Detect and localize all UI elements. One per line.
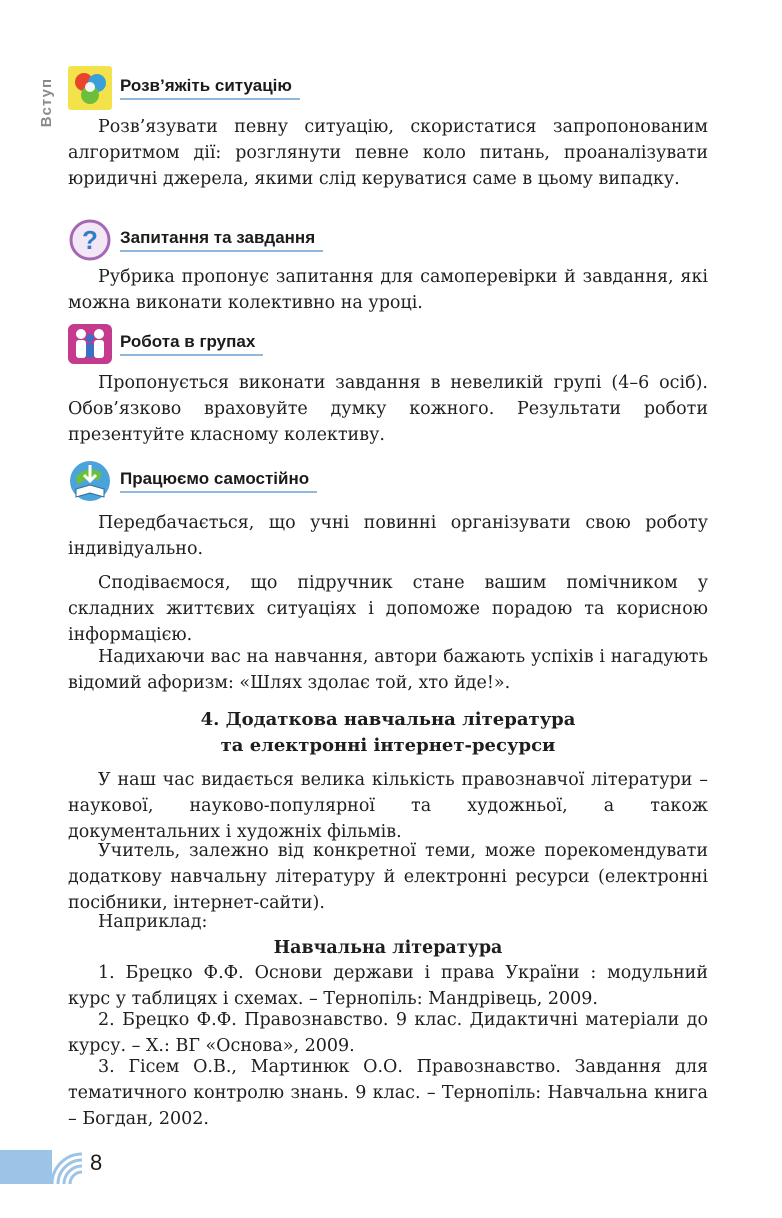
rubric-groups-text: Пропонується виконати завдання в невеликій групі (4–6 осіб). Обов’язково враховуйте думку кожного. Результати роботи презентуйте класному колективу. [68, 373, 708, 445]
people-group-icon [68, 322, 112, 366]
rubric-situation-title: Розв’яжіть ситуацію [120, 76, 300, 100]
section-title-line-1: 4. Додаткова навчальна література [200, 709, 576, 730]
rubric-independent-title: Працюємо самостійно [120, 469, 317, 493]
closing-paragraph-1: Сподіваємося, що підручник стане вашим помічником у складних життєвих ситуаціях і допоможе порадою та корисною інформацією. [68, 573, 708, 645]
rubric-questions-header [68, 218, 323, 262]
literature-item-1: 1. Брецко Ф.Ф. Основи держави і права України : модульний курс у таблицях і схемах. – Тернопіль: Мандрівець, 2009. [68, 963, 708, 1009]
rubric-questions-title: Запитання та завдання [120, 228, 323, 252]
section-side-label: Вступ [38, 78, 55, 128]
question-mark-icon [68, 218, 112, 262]
closing-paragraph-2: Надихаючи вас на навчання, автори бажають успіхів і нагадують відомий афоризм: «Шлях здолає той, хто йде!». [68, 647, 708, 693]
page-number: 8 [90, 1150, 103, 1175]
page-corner-decoration [0, 1150, 82, 1184]
literature-item-3: 3. Гісем О.В., Мартинюк О.О. Правознавство. Завдання для тематичного контролю знань. 9 клас. – Тернопіль: Навчальна книга – Богдан, 2002. [68, 1057, 708, 1129]
literature-subtitle: Навчальна література [273, 938, 503, 958]
globe-book-icon [68, 459, 112, 503]
section-paragraph-2: Учитель, залежно від конкретної теми, може порекомендувати додаткову навчальну літературу й електронні ресурси (електронні посібники, інтернет-сайти). [68, 841, 708, 913]
rubric-questions-text: Рубрика пропонує запитання для самоперевірки й завдання, які можна виконати колективно на уроці. [68, 267, 708, 313]
svg-text:?: ? [82, 225, 98, 255]
section-paragraph-1: У наш час видається велика кількість правознавчої літератури – наукової, науково-популярної та художньої, а також документальних і художніх фільмів. [68, 770, 708, 842]
section-paragraph-example: Наприклад: [98, 912, 208, 932]
rubric-independent-header [68, 459, 317, 503]
section-title-line-2: та електронні інтернет-ресурси [220, 735, 556, 756]
rubric-independent-text: Передбачається, що учні повинні організувати свою роботу індивідуально. [68, 513, 708, 559]
rubric-groups-header [68, 322, 263, 366]
rubric-situation-header [68, 66, 300, 110]
rubric-situation-text: Розв’язувати певну ситуацію, скористатися запропонованим алгоритмом дії: розглянути певне коло питань, проаналізувати юридичні джерела, якими слід керуватися саме в цьому випадку. [68, 117, 708, 189]
colored-shapes-icon [68, 66, 112, 110]
rubric-groups-title: Робота в групах [120, 332, 263, 356]
literature-item-2: 2. Брецко Ф.Ф. Правознавство. 9 клас. Дидактичні матеріали до курсу. – Х.: ВГ «Основа», 2009. [68, 1010, 708, 1056]
